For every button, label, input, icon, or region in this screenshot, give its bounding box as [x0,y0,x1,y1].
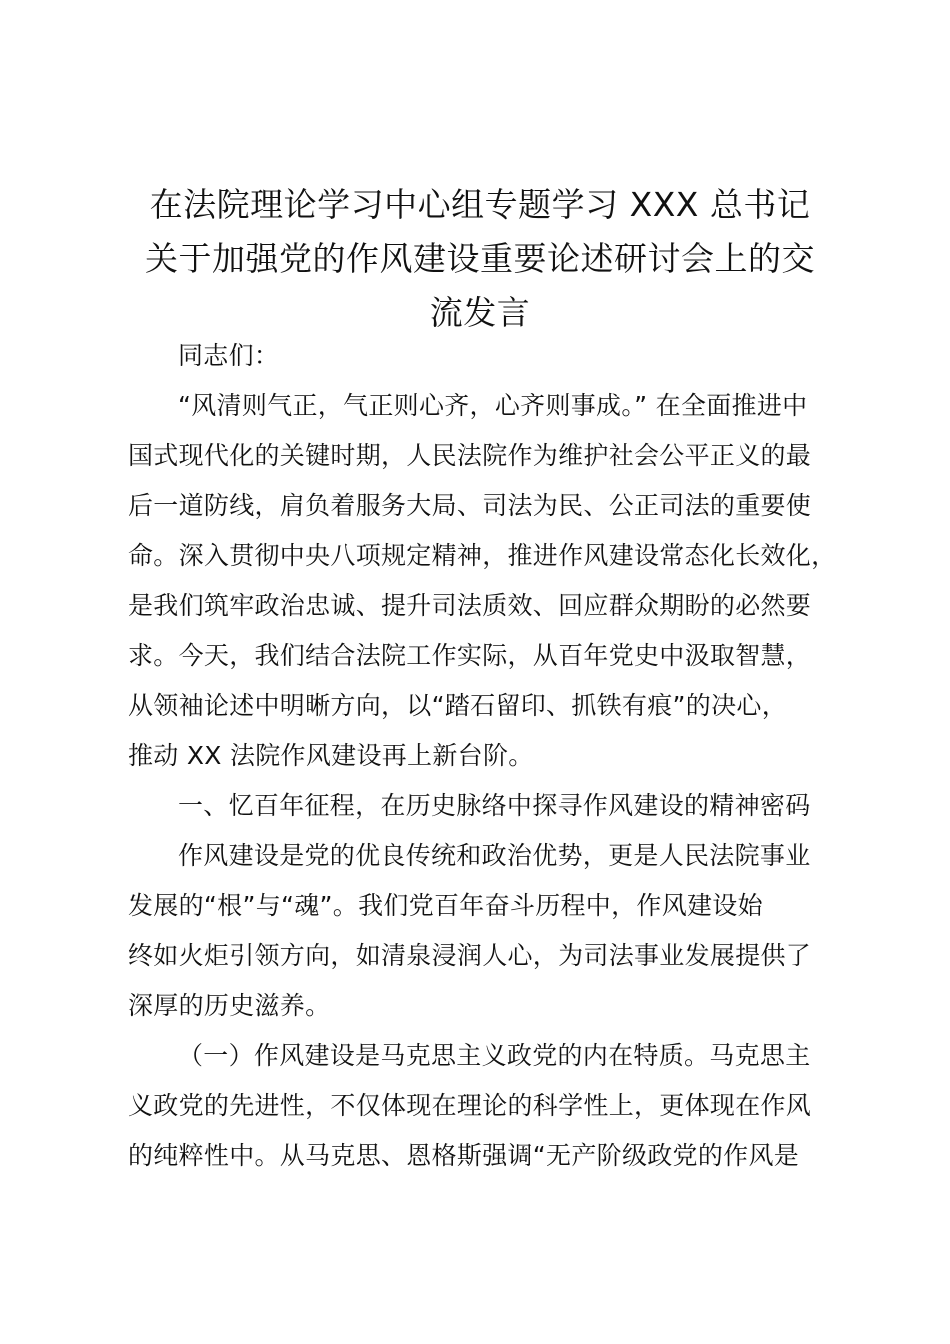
paragraph-line: 发展的“根”与“魂”。我们党百年奋斗历程中，作风建设始 [128,891,763,920]
paragraph-line: 命。深入贯彻中央八项规定精神，推进作风建设常态化长效化， [128,541,837,570]
paragraph-line: 作风建设是党的优良传统和政治优势，更是人民法院事业 [178,841,811,870]
paragraph-line: 推动 XX 法院作风建设再上新台阶。 [128,741,534,770]
title-line: 关于加强党的作风建设重要论述研讨会上的交 [145,239,815,278]
paragraph-line: （一）作风建设是马克思主义政党的内在特质。马克思主 [178,1041,811,1070]
paragraph-line: “风清则气正，气正则心齐，心齐则事成。” 在全面推进中 [178,391,808,420]
paragraph-line: 的纯粹性中。从马克思、恩格斯强调“无产阶级政党的作风是 [128,1141,800,1170]
title-line: 流发言 [429,293,531,332]
paragraph-line: 终如火炬引领方向，如清泉浸润人心，为司法事业发展提供了 [128,941,812,970]
document-title [110,178,850,340]
paragraph-line: 后一道防线，肩负着服务大局、司法为民、公正司法的重要使 [128,491,812,520]
paragraph-line: 义政党的先进性，不仅体现在理论的科学性上，更体现在作风 [128,1091,812,1120]
salutation: 同志们： [178,341,280,370]
paragraph-line: 深厚的历史滋养。 [128,991,331,1020]
paragraph-line: 从领袖论述中明晰方向，以“踏石留印、抓铁有痕”的决心， [128,691,788,720]
paragraph-line: 是我们筑牢政治忠诚、提升司法质效、回应群众期盼的必然要 [128,591,812,620]
paragraph-line: 国式现代化的关键时期，人民法院作为维护社会公平正义的最 [128,441,812,470]
paragraph-line: 求。今天，我们结合法院工作实际，从百年党史中汲取智慧， [128,641,812,670]
title-line: 在法院理论学习中心组专题学习 XXX 总书记 [149,185,811,224]
section-heading: 一、忆百年征程，在历史脉络中探寻作风建设的精神密码 [178,791,811,820]
